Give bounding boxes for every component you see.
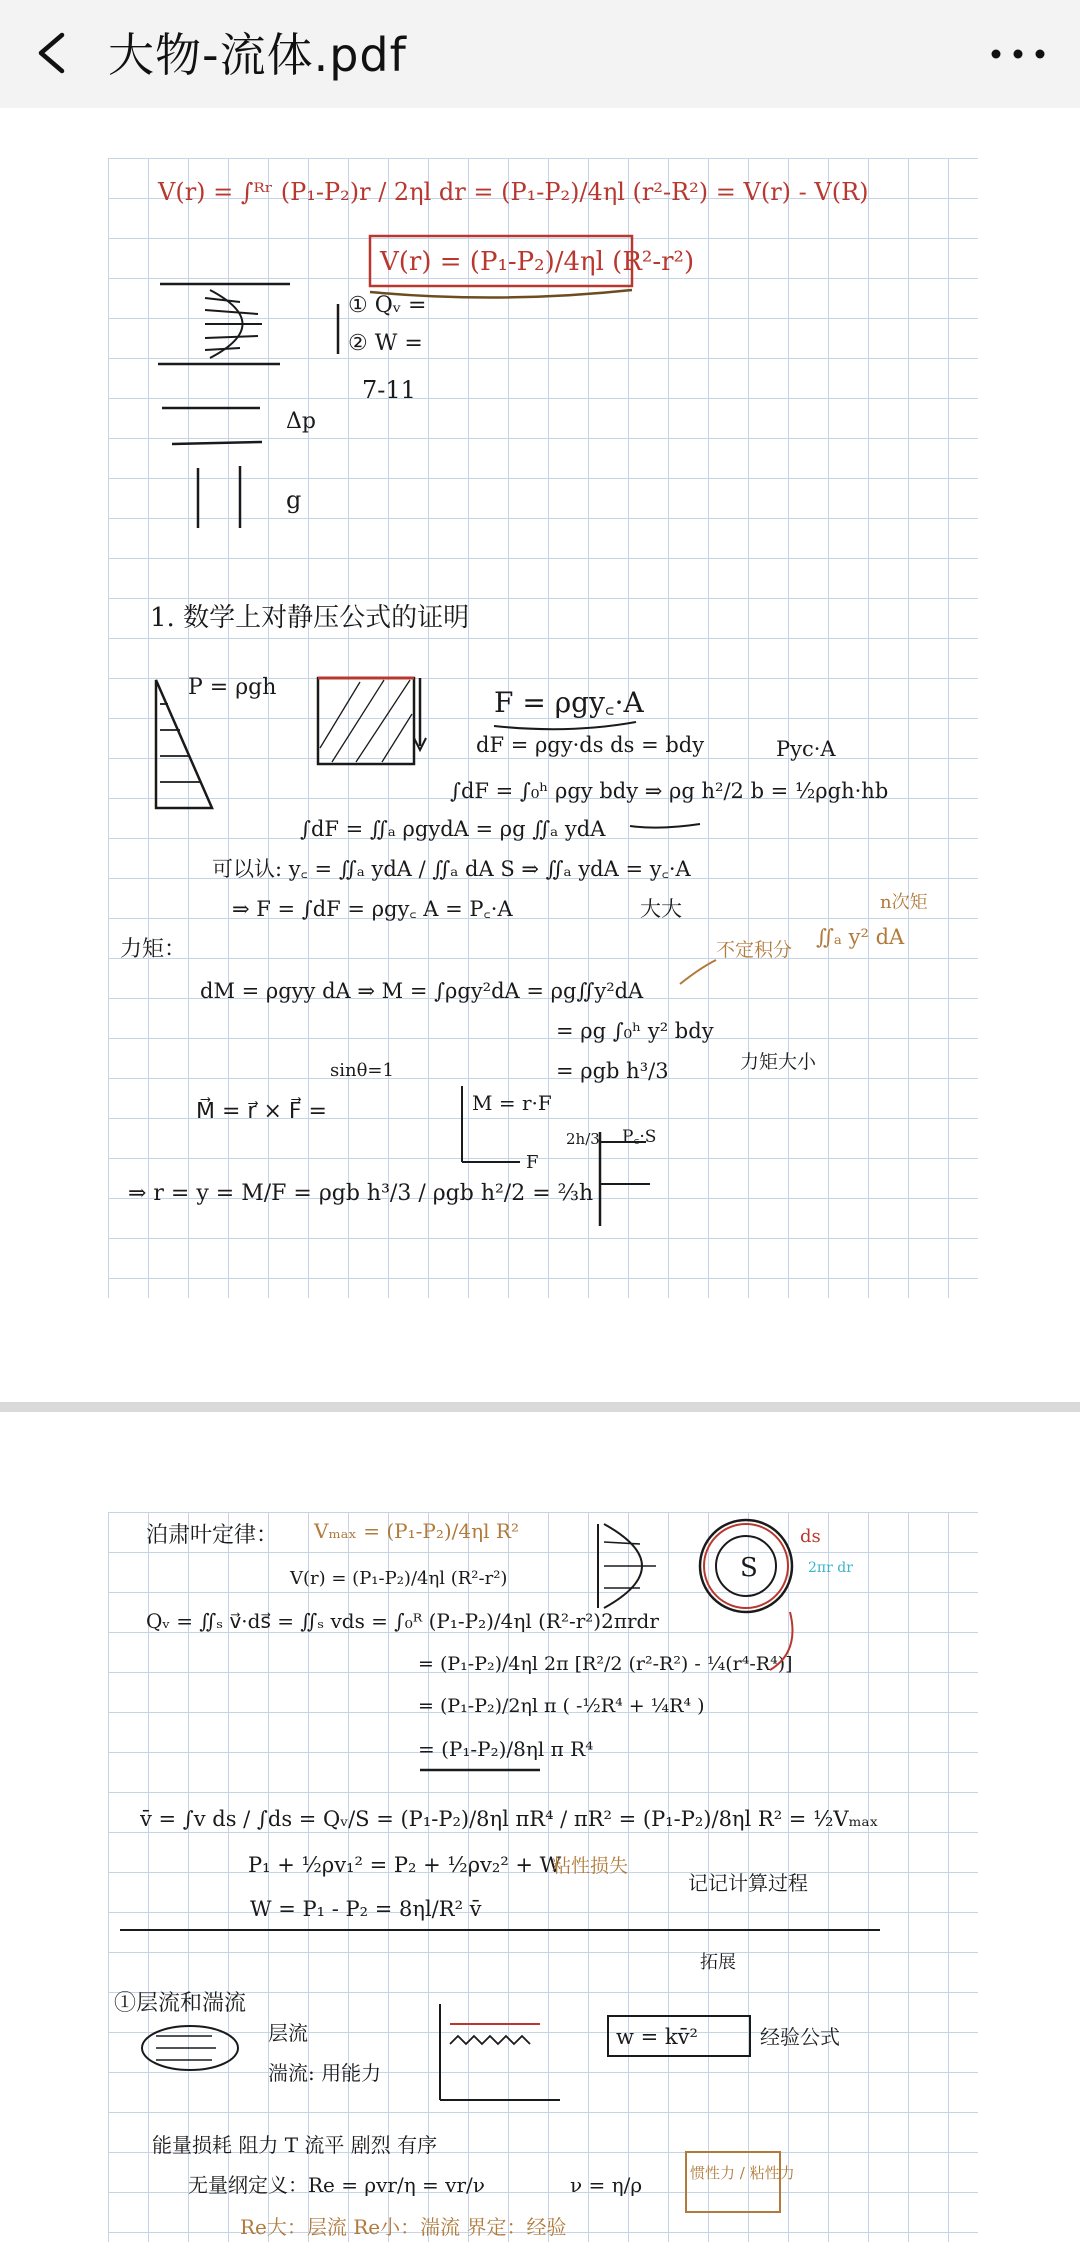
qv-step-3: = (P₁-P₂)/2ηl π ( -½R⁴ + ¼R⁴ ): [418, 1695, 705, 1717]
laminar-label: 层流: [268, 2021, 308, 2045]
pdf-page-1[interactable]: [0, 108, 1080, 1402]
area-label: S: [740, 1553, 758, 1583]
note-indefinite: 不定积分: [716, 939, 793, 961]
pressure-eq: P = ρgh: [188, 675, 277, 700]
pyc-a: Pyc·A: [776, 737, 836, 761]
cross-product: M⃗ = r⃗ × F⃗ =: [196, 1099, 327, 1124]
note-integral: ∬ₐ y² dA: [816, 925, 905, 949]
note-dayu: 大大: [640, 897, 682, 921]
centroid-eq: 可以认: y꜀ = ∬ₐ ydA / ∬ₐ dA S ⇒ ∬ₐ ydA = y꜀·A: [212, 857, 691, 881]
w-eq: W = P₁ - P₂ = 8ηl/R² v̄: [250, 1897, 482, 1921]
pc-s-label: P꜀·S: [622, 1127, 657, 1147]
sin-note: sinθ=1: [330, 1060, 394, 1081]
moment-step-3: = ρgb h³/3: [556, 1059, 669, 1083]
energy-row: 能量损耗 阻力 T 流平 剧烈 有序: [152, 2133, 438, 2157]
qv-eq: Qᵥ = ∬ₛ v⃗·ds⃗ = ∬ₛ vds = ∫₀ᴿ (P₁-P₂)/4ηl (R²-r²)2πrdr: [146, 1609, 659, 1633]
reynolds-def: 无量纲定义：Re = ρvr/η = vr/ν: [188, 2173, 485, 2197]
turbulent-label: 湍流: 用能力: [268, 2061, 382, 2085]
lever-arm-eq: ⇒ r = y = M/F = ρgb h³/3 / ρgb h²/2 = ⅔h: [128, 1181, 594, 1206]
m-eq-rf: M = r·F: [472, 1091, 552, 1115]
df-eq: dF = ρgy·ds ds = bdy: [476, 733, 705, 757]
note-liju: 力矩大小: [740, 1051, 817, 1073]
g-label: g: [286, 486, 302, 514]
mean-velocity-eq: v̄ = ∫v ds / ∫ds = Qᵥ/S = (P₁-P₂)/8ηl πR⁴ / πR² = (P₁-P₂)/8ηl R² = ½Vₘₐₓ: [140, 1807, 879, 1831]
ring-label: 2πr dr: [808, 1560, 853, 1576]
ds-label: ds: [800, 1526, 821, 1547]
item-qv: ① Qᵥ =: [348, 293, 427, 318]
two-thirds-h: 2h/3: [566, 1130, 600, 1148]
top-equation: V(r) = ∫ᴿʳ (P₁-P₂)r / 2ηl dr = (P₁-P₂)/4ηl (r²-R²) = V(r) - V(R): [158, 178, 869, 206]
force-arrow-label: F: [526, 1152, 539, 1173]
vmax-eq: Vₘₐₓ = (P₁-P₂)/4ηl R²: [314, 1519, 519, 1543]
back-button[interactable]: [26, 18, 86, 88]
inertia-viscous-note: 惯性力 / 粘性力: [690, 2164, 795, 2182]
more-horizontal-icon: [980, 22, 1056, 86]
bernoulli-eq: P₁ + ½ρv₁² = P₂ + ½ρv₂² + W: [248, 1853, 562, 1877]
boxed-equation: V(r) = (P₁-P₂)/4ηl (R²-r²): [380, 247, 695, 277]
item-w: ② W =: [348, 331, 423, 356]
integral-2: ∫dF = ∬ₐ ρgydA = ρg ∬ₐ ydA: [300, 817, 606, 841]
poiseuille-heading: 泊肃叶定律：: [146, 1523, 279, 1548]
force-result: ⇒ F = ∫dF = ρgy꜀ A = P꜀·A: [232, 897, 513, 921]
chevron-left-icon: [26, 18, 86, 88]
handwritten-notes-page-2: [0, 1412, 1080, 2242]
document-title: 大物-流体.pdf: [108, 28, 407, 82]
note-nth-moment: n次矩: [880, 892, 928, 913]
section-1-heading: 1. 数学上对静压公式的证明: [150, 603, 470, 633]
delta-p-label: Δp: [286, 409, 316, 434]
qv-step-4: = (P₁-P₂)/8ηl π R⁴: [418, 1737, 594, 1761]
section-2-heading: ①层流和湍流: [114, 1991, 247, 2016]
integral-1: ∫dF = ∫₀ʰ ρgy bdy ⇒ ρg h²/2 b = ½ρgh·hb: [450, 779, 889, 803]
pdf-page-2[interactable]: [0, 1412, 1080, 2242]
note-calc: 记记计算过程: [688, 1871, 808, 1895]
vr-eq: V(r) = (P₁-P₂)/4ηl (R²-r²): [290, 1568, 508, 1589]
moment-step-2: = ρg ∫₀ʰ y² bdy: [556, 1019, 714, 1043]
kinematic-viscosity: ν = η/ρ: [570, 2173, 643, 2197]
more-button[interactable]: [980, 22, 1056, 86]
empirical-formula: 经验公式: [760, 2025, 840, 2049]
viscous-loss-note: 粘性损失: [552, 1855, 629, 1877]
app-header: [0, 0, 1080, 109]
torque-label: 力矩：: [120, 937, 187, 962]
force-eq: F = ρgy꜀·A: [494, 686, 644, 719]
handwritten-notes-page-1: [0, 108, 1080, 1402]
w-k-eq: w = kv̄²: [616, 2025, 698, 2049]
reference-number: 7-11: [362, 376, 416, 404]
reynolds-criteria: Re大：层流 Re小：湍流 界定：经验: [240, 2215, 567, 2239]
dm-eq: dM = ρgyy dA ⇒ M = ∫ρgy²dA = ρg∬y²dA: [200, 979, 644, 1003]
qv-step-2: = (P₁-P₂)/4ηl 2π [R²/2 (r²-R²) - ¼(r⁴-R⁴)]: [418, 1653, 793, 1675]
note-extend: 拓展: [700, 1952, 736, 1973]
